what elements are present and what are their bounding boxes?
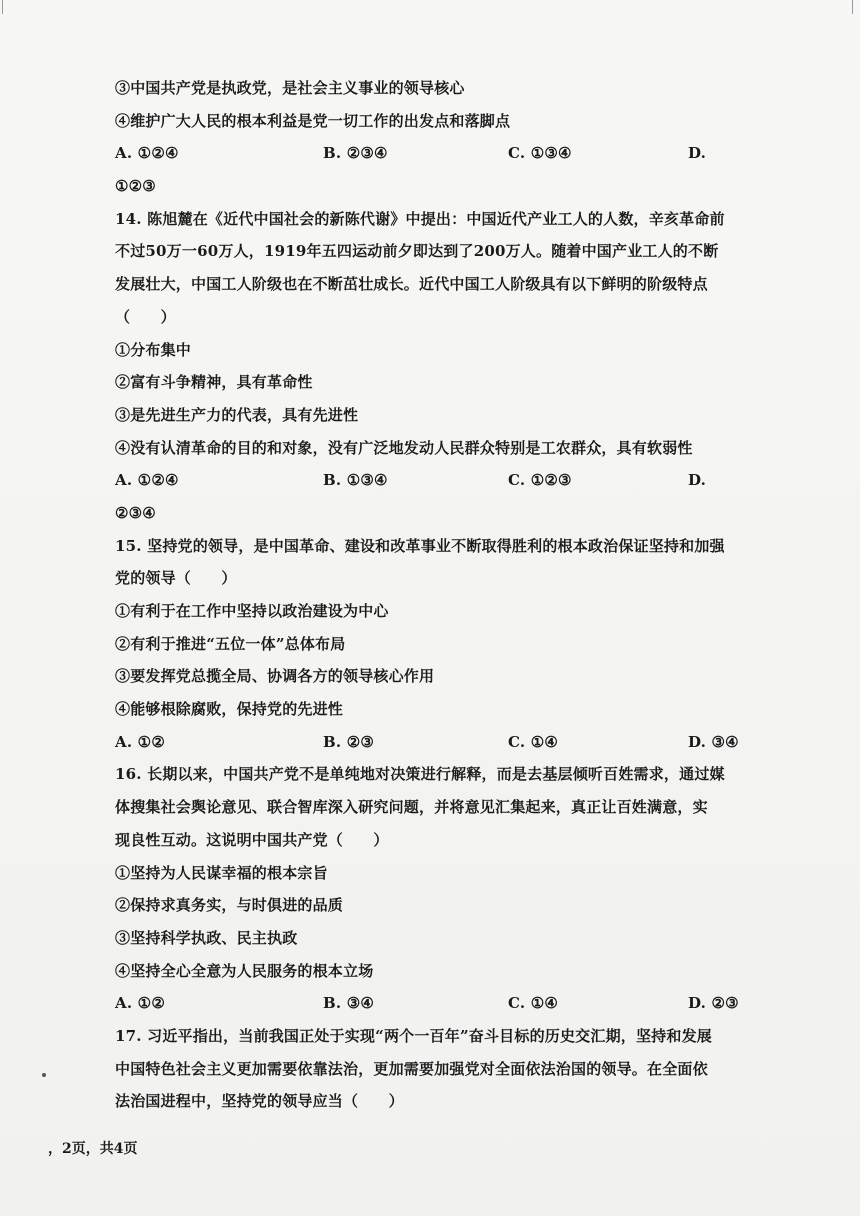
q13-option-b: B. ②③④: [323, 144, 388, 163]
q16-statement-2: ②保持求真务实，与时俱进的品质: [115, 896, 344, 915]
q14-statement-2: ②富有斗争精神，具有革命性: [115, 373, 313, 392]
q16-stem-line-3: 现良性互动。这说明中国共产党（ ）: [115, 830, 389, 849]
q15-statement-3: ③要发挥党总揽全局、协调各方的领导核心作用: [115, 667, 435, 686]
q13-option-d-continued: ①②③: [115, 177, 156, 196]
exam-content: [115, 72, 795, 1118]
q14-stem-line-1: 14. 陈旭麓在《近代中国社会的新陈代谢》中提出：中国近代产业工人的人数，辛亥革命前: [115, 209, 725, 228]
scan-edge-mark: [852, 0, 853, 14]
q14-option-d-continued: ②③④: [115, 503, 156, 522]
q15-statement-1: ①有利于在工作中坚持以政治建设为中心: [115, 602, 389, 620]
q16-options: [115, 987, 795, 1020]
q16-option-a: A. ①②: [115, 994, 165, 1013]
q14-options: [115, 464, 795, 497]
q16-statement-3: ③坚持科学执政、民主执政: [115, 928, 298, 947]
q14-option-b: B. ①③④: [323, 471, 388, 490]
q13-option-c: C. ①③④: [508, 144, 572, 163]
q15-options: [115, 726, 795, 759]
q17-stem-line-2: 中国特色社会主义更加需要依靠法治，更加需要加强党对全面依法治国的领导。在全面依: [115, 1059, 708, 1078]
q14-stem-line-3: 发展壮大，中国工人阶级也在不断茁壮成长。近代中国工人阶级具有以下鲜明的阶级特点: [115, 275, 708, 294]
q14-statement-3: ③是先进生产力的代表，具有先进性: [115, 405, 359, 424]
q14-option-a: A. ①②④: [115, 471, 179, 490]
q15-stem-line-2: 党的领导（ ）: [115, 569, 237, 588]
q17-stem-line-1: 17. 习近平指出，当前我国正处于实现“两个一百年”奋斗目标的历史交汇期，坚持和发展: [115, 1026, 712, 1045]
q13-statement-4: ④维护广大人民的根本利益是党一切工作的出发点和落脚点: [115, 111, 511, 130]
q15-option-d: D. ③④: [688, 732, 739, 751]
q13-option-d: D.: [688, 144, 707, 163]
q15-option-c: C. ①④: [508, 732, 559, 751]
q16-option-b: B. ③④: [323, 994, 375, 1013]
q16-option-c: C. ①④: [508, 994, 559, 1013]
q16-stem-line-2: 体搜集社会舆论意见、联合智库深入研究问题，并将意见汇集起来，真正让百姓满意，实: [115, 798, 708, 817]
q14-stem-line-2: 不过50万一60万人，1919年五四运动前夕即达到了200万人。随着中国产业工人的不断: [115, 242, 719, 261]
q14-option-d: D.: [688, 471, 707, 490]
scan-margin-dot: [42, 1073, 46, 1077]
q14-statement-1: ①分布集中: [115, 340, 192, 359]
scan-edge-mark: [2, 0, 3, 14]
q14-statement-4: ④没有认清革命的目的和对象，没有广泛地发动人民群众特别是工农群众，具有软弱性: [115, 438, 693, 457]
q16-statement-4: ④坚持全心全意为人民服务的根本立场: [115, 961, 374, 980]
q13-option-a: A. ①②④: [115, 144, 179, 163]
q16-option-d: D. ②③: [688, 994, 739, 1013]
q15-statement-4: ④能够根除腐败，保持党的先进性: [115, 700, 344, 719]
q16-stem-line-1: 16. 长期以来，中国共产党不是单纯地对决策进行解释，而是去基层倾听百姓需求，通过媒: [115, 765, 725, 784]
q14-option-c: C. ①②③: [508, 471, 572, 490]
q15-stem-line-1: 15. 坚持党的领导，是中国革命、建设和改革事业不断取得胜利的根本政治保证坚持和加强: [115, 536, 725, 555]
q15-statement-2: ②有利于推进“五位一体”总体布局: [115, 634, 346, 653]
q16-statement-1: ①坚持为人民谋幸福的根本宗旨: [115, 863, 328, 882]
q13-statement-3: ③中国共产党是执政党，是社会主义事业的领导核心: [115, 79, 465, 97]
page-number-footer: ，2页，共4页: [48, 1141, 138, 1157]
q15-option-a: A. ①②: [115, 732, 165, 751]
q15-option-b: B. ②③: [323, 732, 375, 751]
q14-answer-blank: （ ）: [115, 307, 176, 326]
q13-options: [115, 137, 795, 170]
q17-stem-line-3: 法治国进程中，坚持党的领导应当（ ）: [115, 1092, 404, 1111]
